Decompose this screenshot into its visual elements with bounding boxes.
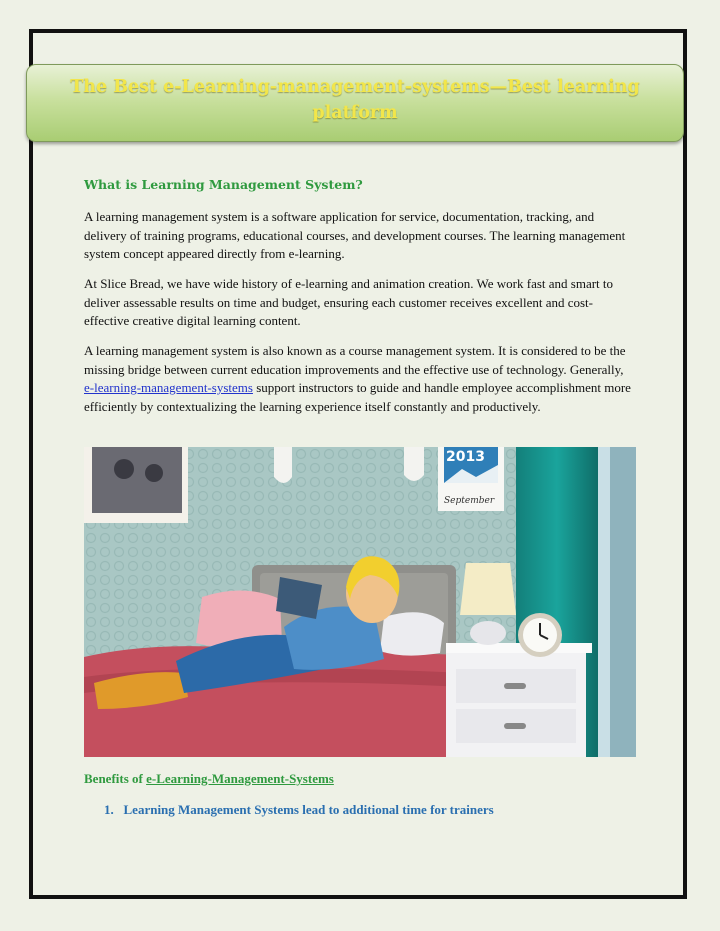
calendar-year: 2013 <box>446 449 485 465</box>
benefits-heading <box>84 771 334 787</box>
elms-link[interactable]: e-learning-management-systems <box>84 380 253 395</box>
paragraph-text-after: support instructors to guide and handle employee accomplishment more efficiently by contextualizing the learning experience itself constantly and productively. <box>84 380 631 414</box>
list-text: Learning Management Systems lead to additional time for trainers <box>123 802 494 817</box>
title-banner <box>26 64 684 142</box>
bedroom-illustration <box>84 447 636 757</box>
calendar-month: September <box>444 496 495 506</box>
illustration-image <box>84 447 636 757</box>
paragraph-definition: A learning management system is a software application for service, documentation, tracking, and delivery of training programs, educational courses, and development courses. The learning management system concept appeared directly from e-learning. <box>84 209 626 261</box>
article-body <box>84 176 636 414</box>
paragraph-text-before: A learning management system is also known as a course management system. It is considered to be the missing bridge between current education improvements and the effective use of technology. Generally, <box>84 343 626 377</box>
paragraph-course-management <box>84 342 636 416</box>
list-item <box>104 802 494 818</box>
page-title: The Best e-Learning-management-systems—Best learning platform <box>70 77 640 123</box>
benefits-link[interactable]: e-Learning-Management-Systems <box>146 771 334 786</box>
benefits-prefix: Benefits of <box>84 771 147 786</box>
section-heading: What is Learning Management System? <box>84 177 363 192</box>
list-number: 1. <box>104 802 114 817</box>
paragraph-slice-bread: At Slice Bread, we have wide history of e-learning and animation creation. We work fast and smart to deliver assessable results on time and budget, ensuring each customer receives excellent and cost-effective creative digital learning content. <box>84 276 614 328</box>
